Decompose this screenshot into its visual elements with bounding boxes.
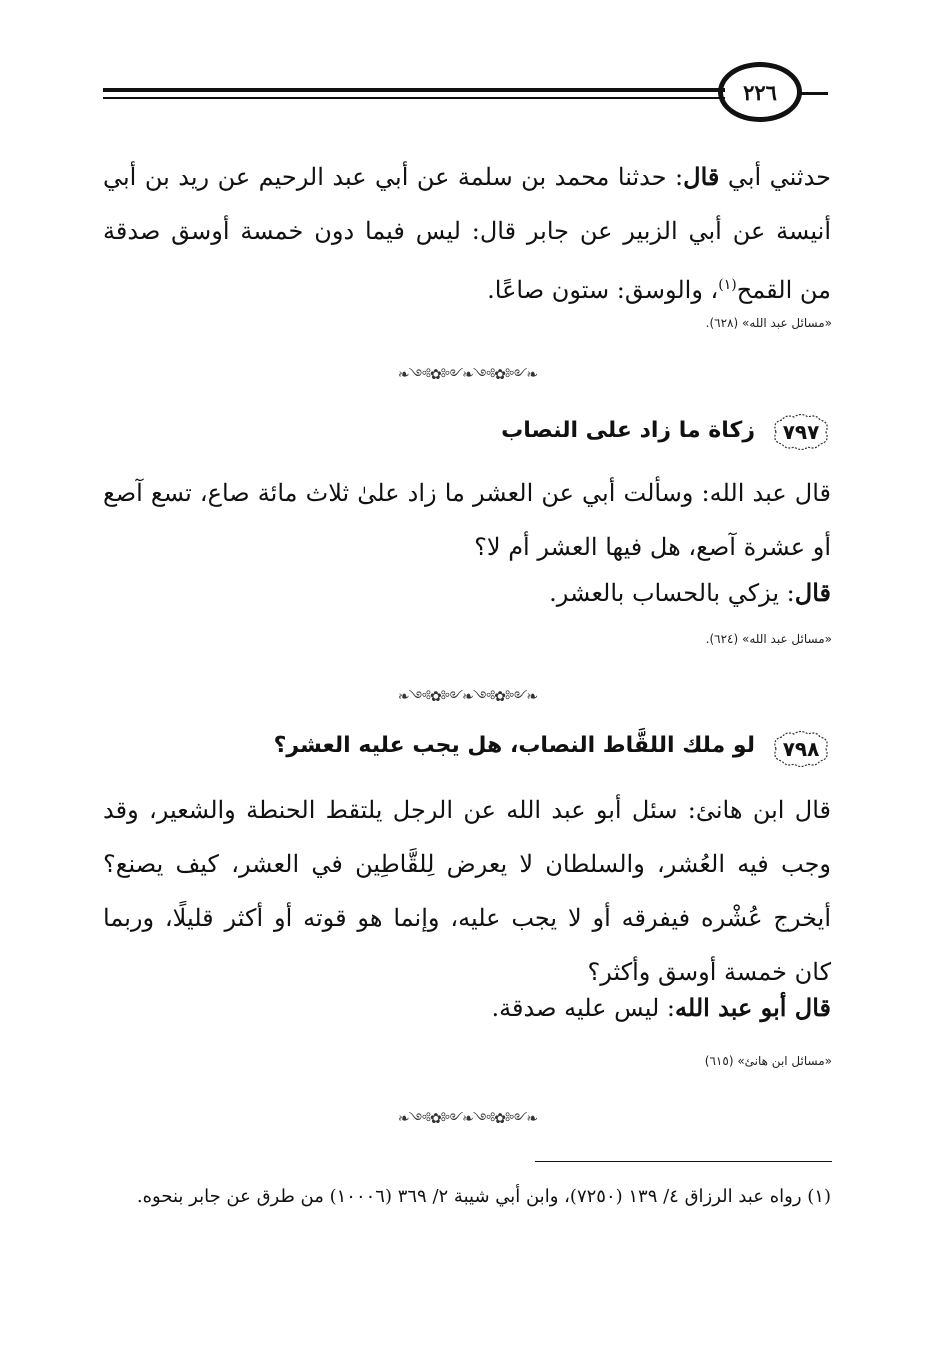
chapter-798-paragraph: قال ابن هانئ: سئل أبو عبد الله عن الرجل يلتقط الحنطة والشعير، وقد وجب فيه العُشر، والسلطان لا يعرض لِلقَّاطِين في العشر، كيف يصنع؟ أيخرج عُشْره فيفرقه أو لا يجب عليه، وإنما هو قوته أو أكثر قليلًا، وربما كان خمسة أوسق وأكثر؟	[103, 796, 831, 986]
chapter-797-citation: «مسائل عبد الله» (٦٢٤).	[705, 632, 832, 646]
header-rule-thick	[103, 88, 725, 92]
chapter-797-title: زكاة ما زاد على النصاب	[501, 418, 755, 443]
footnote	[103, 1180, 831, 1214]
page-number-badge	[718, 62, 802, 122]
page-number: ٢٢٦	[743, 79, 777, 105]
intro-para-end: ، والوسق: ستون صاعًا.	[487, 276, 719, 304]
header-rule-stub	[800, 92, 828, 95]
chapter-798-citation: «مسائل ابن هانئ» (٦١٥)	[704, 1054, 832, 1068]
chapter-797-answer-rest: : يزكي بالحساب بالعشر.	[549, 579, 795, 607]
chapter-798-answer-rest: : ليس عليه صدقة.	[491, 994, 675, 1022]
chapter-798-answer	[492, 993, 831, 1022]
intro-para-rest: : حدثنا محمد بن سلمة عن أبي عبد الرحيم عن ريد بن أبي أنيسة عن أبي الزبير عن جابر قال: ليس فيما دون خمسة أوسق صدقة من القمح	[103, 163, 831, 304]
separator-ornament-2: ❧༺✿༻❧༺✿༻❧	[397, 689, 538, 705]
chapter-797-paragraph: قال عبد الله: وسألت أبي عن العشر ما زاد علىٰ ثلاث مائة صاع، تسع آصع أو عشرة آصع، هل فيها العشر أم لا؟	[103, 479, 831, 561]
chapter-798-number: ٧٩٨	[782, 737, 820, 761]
header-rule-thin	[103, 97, 725, 99]
chapter-798-title: لو ملك اللقَّاط النصاب، هل يجب عليه العشر؟	[273, 733, 755, 758]
footnote-ref: (١)	[718, 277, 737, 293]
intro-citation: «مسائل عبد الله» (٦٢٨).	[705, 316, 832, 330]
intro-paragraph	[103, 150, 831, 317]
chapter-797-number: ٧٩٧	[782, 420, 820, 444]
separator-ornament-3: ❧༺✿༻❧༺✿༻❧	[397, 1111, 538, 1127]
footnote-text: رواه عبد الرزاق ٤/ ١٣٩ (٧٢٥٠)، وابن أبي شيبة ٢/ ٣٦٩ (١٠٠٠٦) من طرق عن جابر بنحوه.	[136, 1186, 802, 1207]
footnote-rule	[535, 1161, 832, 1162]
separator-ornament-1: ❧༺✿༻❧༺✿༻❧	[397, 367, 538, 383]
chapter-797-number-badge	[770, 412, 832, 452]
chapter-798-number-badge	[770, 729, 832, 769]
chapter-797-answer-bold: قال	[794, 578, 831, 607]
intro-para-bold: قال	[683, 162, 720, 191]
footnote-marker: (١)	[807, 1186, 831, 1207]
chapter-798-answer-bold: قال أبو عبد الله	[675, 993, 831, 1022]
chapter-797-answer	[549, 578, 831, 607]
intro-para-pre: حدثني أبي	[719, 163, 832, 191]
